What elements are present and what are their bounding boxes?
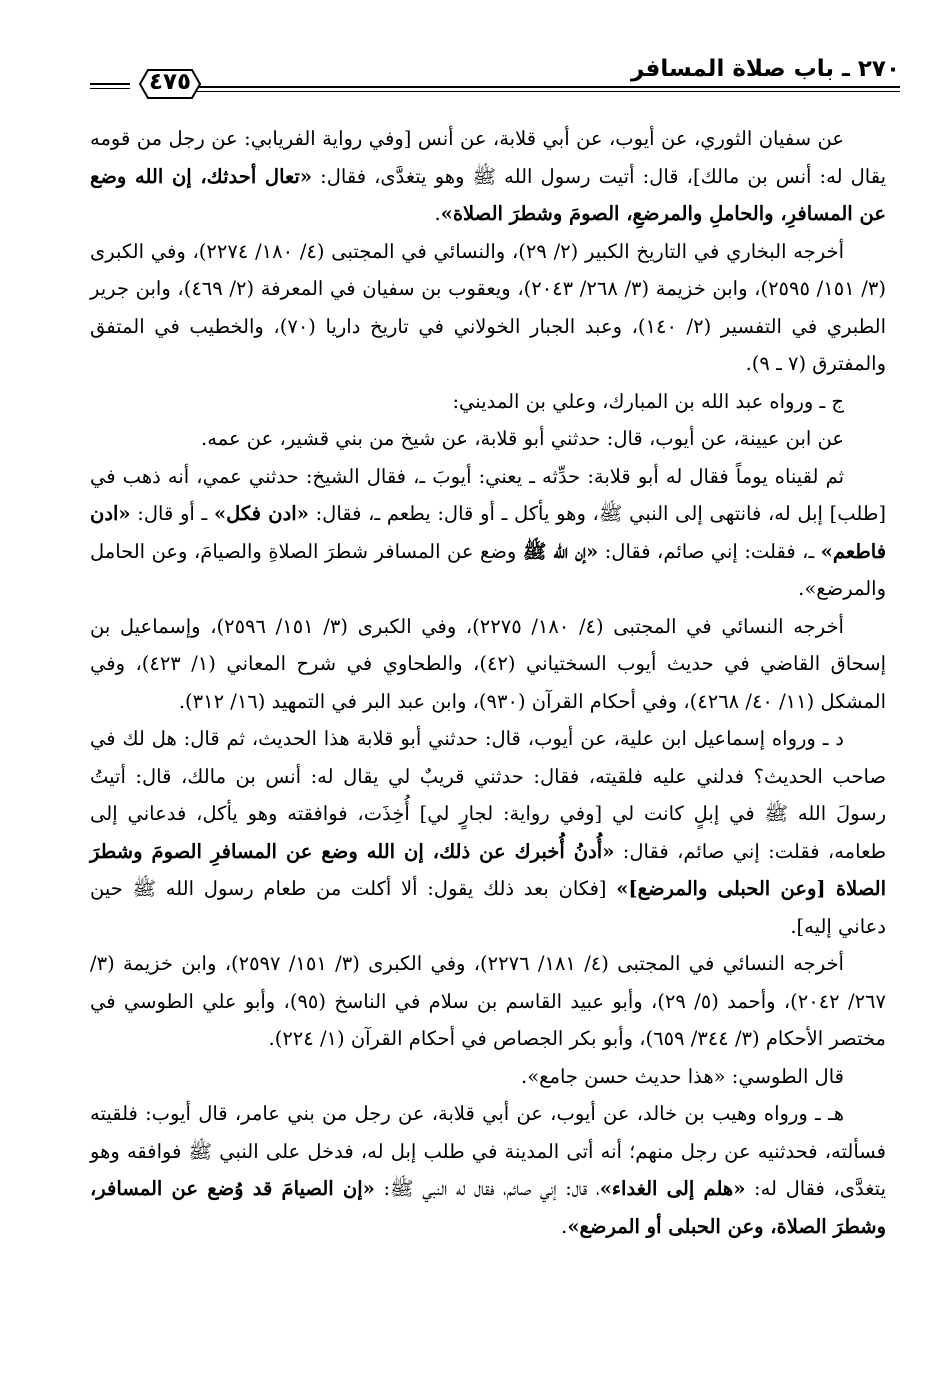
grading-paragraph: قال الطوسي: «هذا حديث حسن جامع». [521, 1064, 844, 1088]
text-run: عن سفيان الثوري، عن أيوب، عن أبي قلابة، عن أنس [وفي رواية الفريابي: عن رجل من قومه يقال له: أنس بن مالك]، قال: أتيت رسول الله ﷺ وهو يتغدَّى، فقال: [90, 127, 887, 188]
text-run: ، قال: إني صائم، فقال له النبي ﷺ: [374, 1177, 600, 1200]
text-run: [فكان بعد ذلك يقول: ألا أكلت من طعام رسول الله ﷺ حين دعاني إليه]. [90, 877, 886, 938]
hadith-quote: «هلم إلى الغداء» [599, 1177, 746, 1200]
text-run: ثم لقيناه يوماً فقال له أبو قلابة: حدِّثه ـ يعني: أيوبَ ـ، فقال الشيخ: حدثني عمي، أنه ذهب في [طلب] إبل له، فانتهى إلى النبي ﷺ، وهو يأكل ـ أو قال: يطعم ـ، فقال: [90, 464, 887, 525]
hadith-quote: «ادن فكل» [213, 502, 309, 525]
takhrij-paragraph: أخرجه البخاري في التاريخ الكبير (٢/ ٢٩)، والنسائي في المجتبى (٤/ ١٨٠/ ٢٢٧٤)، وفي الكبرى (٣/ ١٥١/ ٢٥٩٥)، وابن خزيمة (٣/ ٢٦٨/ ٢٠٤٣)، ويعقوب بن سفيان في المعرفة (٢/ ٤٦٩)، وابن جرير الطبري في التفسير (٢/ ١٤٠)، وعبد الجبار الخولاني في تاريخ داريا (٧٠)، والخطيب في المتفق والمفترق (٧ ـ ٩). [90, 239, 887, 375]
header-rule-thin [180, 91, 900, 92]
running-title: ٢٧٠ ـ باب صلاة المسافر [630, 56, 900, 82]
hadith-quote: «تعال أحدثك، إن الله وضع عن المسافرِ، والحاملِ والمرضعِ، الصومَ وشطرَ الصلاة» [90, 164, 886, 225]
page-number-badge [130, 66, 210, 102]
hadith-quote: «إن الصيامَ قد وُضع عن المسافر، وشطرَ الصلاة، وعن الحبلى أو المرضع» [90, 1177, 886, 1238]
hadith-quote: «إن الله ﷺ [522, 539, 599, 563]
page-body [90, 120, 886, 1350]
chain-paragraph: عن ابن عيينة، عن أيوب، قال: حدثني أبو قلابة، عن شيخ من بني قشير، عن عمه. [201, 427, 844, 450]
hadith-quote: «أُدنُ أُخبرك عن ذلك، إن الله وضع عن المسافرِ الصومَ وشطرَ الصلاة [وعن الحبلى والمرضع]» [90, 839, 886, 900]
text-run: . [561, 1214, 568, 1238]
hadith-paragraph [90, 1095, 886, 1245]
text-run: وضع عن المسافر شطرَ الصلاةِ والصيامَ، وعن الحامل والمرضع». [90, 539, 886, 600]
hadith-quote: «ادن فاطعم» [90, 502, 887, 563]
header-rule-left-thin [90, 88, 130, 89]
takhrij-paragraph: أخرجه النسائي في المجتبى (٤/ ١٨٠/ ٢٢٧٥)، وفي الكبرى (٣/ ١٥١/ ٢٥٩٦)، وإسماعيل بن إسحاق القاضي في حديث أيوب السختياني (٤٢)، والطحاوي في شرح المعاني (١/ ٤٢٣)، وفي المشكل (١١/ ٤٠/ ٤٢٦٨)، وفي أحكام القرآن (٩٣٠)، وابن عبد البر في التمهيد (١٦/ ٣١٢). [90, 614, 887, 713]
chain-heading: ج ـ ورواه عبد الله بن المبارك، وعلي بن المديني: [452, 389, 844, 413]
text-run: ـ أو قال: [130, 502, 214, 525]
hadith-paragraph [90, 720, 886, 945]
header-rule-left [90, 83, 130, 85]
takhrij-paragraph: أخرجه النسائي في المجتبى (٤/ ١٨١/ ٢٢٧٦)، وفي الكبرى (٣/ ١٥١/ ٢٥٩٧)، وابن خزيمة (٣/ ٢٦٧/ ٢٠٤٢)، وأحمد (٥/ ٢٩)، وأبو عبيد القاسم بن سلام في الناسخ (٩٥)، وأبو علي الطوسي في مختصر الأحكام (٣/ ٣٤٤/ ٦٥٩)، وأبو بكر الجصاص في أحكام القرآن (١/ ٢٢٤). [90, 952, 886, 1050]
text-run: ـ، فقلت: إني صائم، فقال: [598, 539, 821, 563]
page-header [90, 50, 900, 100]
text-run: د ـ ورواه إسماعيل ابن علية، عن أيوب، قال: حدثني أبو قلابة هذا الحديث، ثم قال: هل لك في صاحب الحديث؟ فدلني عليه فلقيته، فقال: حدثني قريبٌ لي يقال له: أنس بن مالك، قال: أتيتُ رسولَ الله ﷺ في إبلٍ كانت لي [وفي رواية: لجارٍ لي] أُخِذَت، فوافقته وهو يأكل، فدعاني إلى طعامه، فقلت: إني صائم، فقال: [90, 727, 886, 863]
text-run: . [434, 202, 441, 225]
text-run: هـ ـ ورواه وهيب بن خالد، عن أيوب، عن أبي قلابة، عن رجل من بني عامر، قال أيوب: فلقيته فسألته، فحدثنيه عن رجل منهم؛ أنه أتى المدينة في طلب إبل له، فدخل على النبي ﷺ فوافقه وهو يتغدَّى، فقال له: [90, 1102, 886, 1200]
hadith-paragraph [90, 458, 886, 608]
header-rule [180, 86, 900, 88]
page-number: ٤٧٥ [148, 69, 192, 95]
hadith-paragraph [90, 120, 886, 233]
